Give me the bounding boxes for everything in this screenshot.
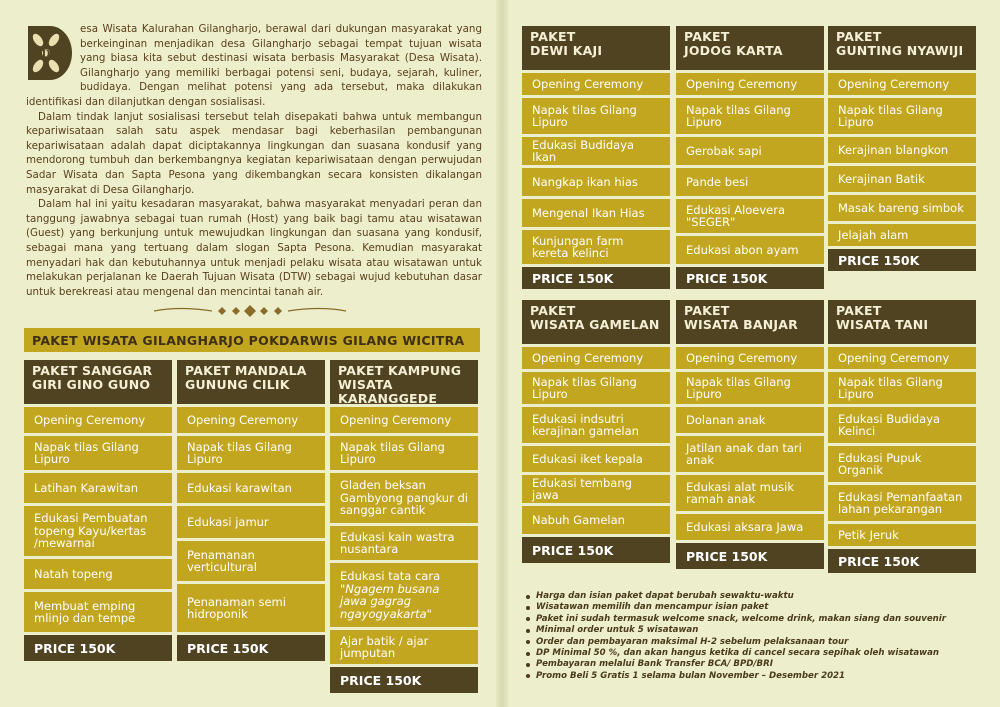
page-spine [496, 0, 508, 707]
package-item: Napak tilas Gilang Lipuro [330, 436, 478, 470]
package-item: Edukasi indsutri kerajinan gamelan [522, 407, 670, 443]
package-card-jodog-karta [676, 26, 824, 289]
package-card-wisata-tani [828, 300, 976, 573]
package-item: Membuat emping mlinjo dan tempe [24, 592, 172, 632]
package-item: Opening Ceremony [177, 407, 325, 433]
package-item: Napak tilas Gilang Lipuro [24, 436, 172, 470]
dropcap-letter: D [41, 49, 51, 60]
package-title: PAKET JODOG KARTA [676, 26, 824, 70]
package-item: Edukasi Pupuk Organik [828, 446, 976, 482]
package-item-italic: "Ngagem busana jawa gagrag ngayogyakarta" [340, 581, 440, 621]
package-item: Edukasi Budidaya Kelinci [828, 407, 976, 443]
package-item: Edukasi kain wastra nusantara [330, 526, 478, 560]
package-item: Edukasi tata cara "Ngagem busana jawa gagrag ngayogyakarta" [330, 563, 478, 627]
package-item: Jelajah alam [828, 224, 976, 246]
package-item: Edukasi karawitan [177, 473, 325, 503]
package-item: Opening Ceremony [676, 73, 824, 95]
package-card-wisata-banjar [676, 300, 824, 569]
package-item: Ajar batik / ajar jumputan [330, 630, 478, 664]
package-title: PAKET GUNTING NYAWIJI [828, 26, 976, 70]
main-package-header: PAKET WISATA GILANGHARJO POKDARWIS GILANG WICITRA [24, 328, 480, 352]
package-title: PAKET WISATA TANI [828, 300, 976, 344]
package-item: Gerobak sapi [676, 137, 824, 165]
package-title: PAKET SANGGAR GIRI GINO GUNO [24, 360, 172, 404]
package-item: Edukasi tembang jawa [522, 475, 670, 503]
package-item: Opening Ceremony [676, 347, 824, 369]
package-item: Opening Ceremony [828, 347, 976, 369]
intro-paragraph-1 [26, 22, 482, 110]
package-price: PRICE 150K [330, 667, 478, 693]
package-item: Pande besi [676, 168, 824, 196]
package-price: PRICE 150K [522, 267, 670, 289]
package-card-wisata-gamelan [522, 300, 670, 563]
package-price: PRICE 150K [676, 543, 824, 569]
note-item: Wisatawan memilih dan mencampur isian paket [524, 602, 984, 613]
package-price: PRICE 150K [676, 267, 824, 289]
package-item: Napak tilas Gilang Lipuro [828, 98, 976, 134]
package-item: Edukasi Pembuatan topeng Kayu/kertas /mewarnai [24, 506, 172, 556]
package-item: Penanaman semi hidroponik [177, 584, 325, 632]
package-price: PRICE 150K [828, 249, 976, 271]
package-item: Kunjungan farm kereta kelinci [522, 230, 670, 264]
package-item: Napak tilas Gilang Lipuro [828, 372, 976, 404]
package-item: Jatilan anak dan tari anak [676, 436, 824, 472]
note-item: DP Minimal 50 %, dan akan hangus ketika di cancel secara sepihak oleh wisatawan [524, 648, 984, 659]
package-item: Edukasi aksara Jawa [676, 514, 824, 540]
package-item: Edukasi iket kepala [522, 446, 670, 472]
package-item: Opening Ceremony [522, 347, 670, 369]
package-card-gunting-nyawiji [828, 26, 976, 271]
package-price: PRICE 150K [24, 635, 172, 661]
package-title: PAKET WISATA GAMELAN [522, 300, 670, 344]
package-item: Dolanan anak [676, 407, 824, 433]
package-item: Kerajinan Batik [828, 166, 976, 192]
package-item: Mengenal Ikan Hias [522, 199, 670, 227]
package-card-mandala-gunung-cilik [177, 360, 325, 661]
package-title: PAKET WISATA BANJAR [676, 300, 824, 344]
package-item: Masak bareng simbok [828, 195, 976, 221]
diamond-divider-ornament [150, 305, 350, 317]
package-title: PAKET DEWI KAJI [522, 26, 670, 70]
package-item: Gladen beksan Gambyong pangkur di sanggar cantik [330, 473, 478, 523]
package-price: PRICE 150K [828, 549, 976, 573]
package-card-dewi-kaji [522, 26, 670, 289]
package-item: Opening Ceremony [24, 407, 172, 433]
intro-paragraph-2: Dalam tindak lanjut sosialisasi tersebut telah disepakati bahwa untuk membangun kepariwisataan salah satu aspek mendasar bagi keberhasilan pembangunan kepariwisataan adalah dapat diciptakannya lingkungan dan suasana kondusif yang mendorong tumbuh dan berkembangnya kegiatan kepariwisataan dengan perwujudan Sadar Wisata dan Sapta Pesona yang dikembangkan secara konsisten dikalangan masyarakat di Desa Gilangharjo. [26, 110, 482, 196]
package-item: Petik Jeruk [828, 524, 976, 546]
intro-paragraph-1-text: esa Wisata Kalurahan Gilangharjo, berawal dari dukungan masyarakat yang berkeinginan menjadikan desa Gilangharjo sebagai tempat tujuan wisata yang biasa kita sebut destinasi wisata berbasis Masyarakat (Desa Wisata). Gilangharjo yang memiliki berbagai potensi seni, budaya, sejarah, kuliner, budidaya. Dengan melihat potensi yang ada tersebut, maka dilakukan identifikasi dan dilanjutkan dengan sosialisasi. [26, 23, 482, 108]
package-item: Nabuh Gamelan [522, 506, 670, 534]
package-item: Opening Ceremony [828, 73, 976, 95]
package-item: Edukasi alat musik ramah anak [676, 475, 824, 511]
note-item: Harga dan isian paket dapat berubah sewaktu-waktu [524, 591, 984, 602]
package-item: Natah topeng [24, 559, 172, 589]
package-item: Napak tilas Gilang Lipuro [676, 98, 824, 134]
package-item: Napak tilas Gilang Lipuro [522, 372, 670, 404]
note-item: Pembayaran melalui Bank Transfer BCA/ BPD/BRI [524, 659, 984, 670]
intro-paragraph-3: Dalam hal ini yaitu kesadaran masyarakat, bahwa masyarakat menyadari peran dan tanggung jawabnya sebagai tuan rumah (Host) yang baik bagi tamu atau wisatawan (Guest) yang berkunjung untuk mewujudkan lingkungan dan suasana yang kondusif, sebagai mana yang tertuang dalam slogan Sapta Pesona. Kemudian masyarakat menyadari hak dan kebutuhannya untuk menjadi pelaku wisata atau wisatawan untuk melakukan perjalanan ke Daerah Tujuan Wisata (DTW) sebagai wujud kebutuhan dasar untuk berekreasi atau mengenal dan mencintai tanah air. [26, 198, 482, 298]
package-item: Opening Ceremony [522, 73, 670, 95]
package-item: Napak tilas Gilang Lipuro [177, 436, 325, 470]
package-item: Edukasi Aloevera "SEGER" [676, 199, 824, 233]
package-card-sanggar-giri-gino-guno [24, 360, 172, 661]
note-item: Minimal order untuk 5 wisatawan [524, 625, 984, 636]
package-price: PRICE 150K [522, 537, 670, 563]
package-item: Opening Ceremony [330, 407, 478, 433]
note-item: Promo Beli 5 Gratis 1 selama bulan November – Desember 2021 [524, 671, 984, 682]
terms-notes-list [524, 591, 984, 682]
package-item: Penamanan verticultural [177, 541, 325, 581]
package-item: Napak tilas Gilang Lipuro [522, 98, 670, 134]
package-item: Latihan Karawitan [24, 473, 172, 503]
note-item: Order dan pembayaran maksimal H-2 sebelum pelaksanaan tour [524, 637, 984, 648]
package-price: PRICE 150K [177, 635, 325, 661]
package-item: Kerajinan blangkon [828, 137, 976, 163]
package-card-kampung-wisata-karanggede [330, 360, 478, 693]
batik-dropcap-ornament-icon [26, 24, 74, 82]
intro-text [26, 22, 482, 299]
package-title: PAKET MANDALA GUNUNG CILIK [177, 360, 325, 404]
package-item: Napak tilas Gilang Lipuro [676, 372, 824, 404]
package-item: Nangkap ikan hias [522, 168, 670, 196]
package-item: Edukasi abon ayam [676, 236, 824, 264]
note-item: Paket ini sudah termasuk welcome snack, welcome drink, makan siang dan souvenir [524, 614, 984, 625]
package-title: PAKET KAMPUNG WISATA KARANGGEDE [330, 360, 478, 404]
package-item: Edukasi Budidaya Ikan [522, 137, 670, 165]
package-item: Edukasi jamur [177, 506, 325, 538]
package-item: Edukasi Pemanfaatan lahan pekarangan [828, 485, 976, 521]
